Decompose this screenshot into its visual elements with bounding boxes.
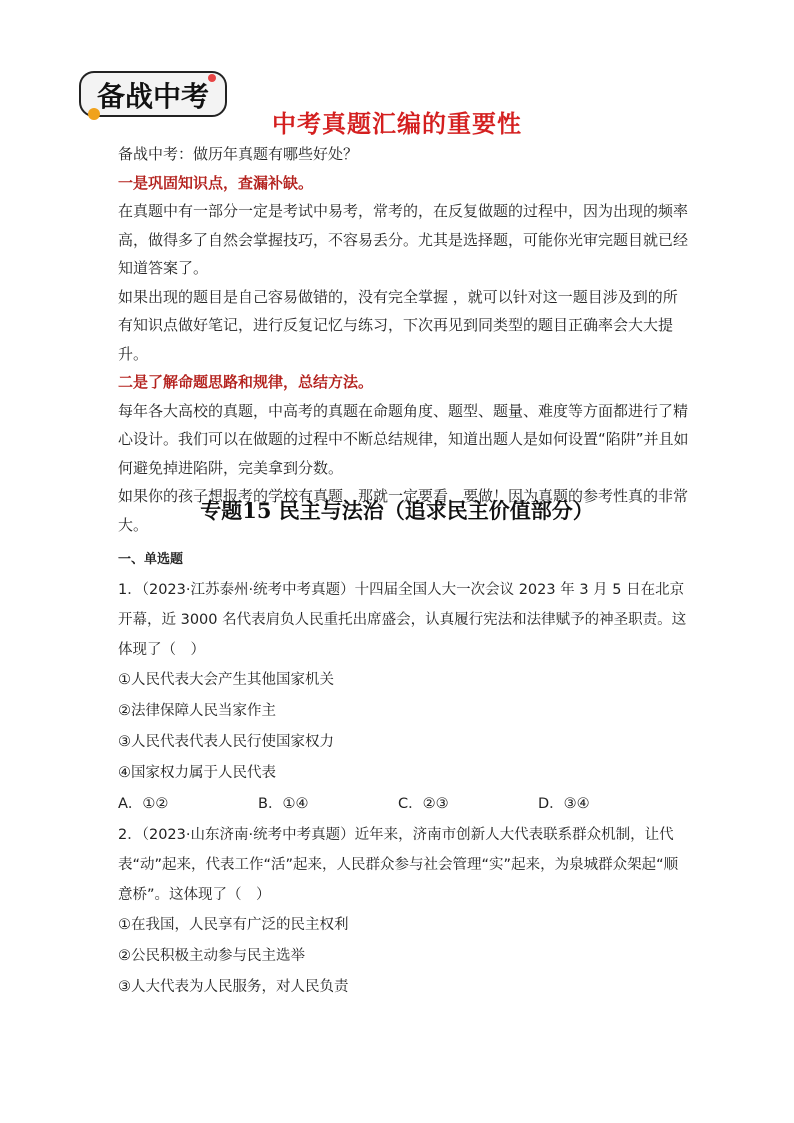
point2-paragraph-1: 每年各大高校的真题，中高考的真题在命题角度、题型、题量、难度等方面都进行了精心设计。我们可以在做题的过程中不断总结规律，知道出题人是如何设置“陷阱”并且如何避免掉进陷阱，完美拿到分数。 — [118, 401, 689, 477]
choice-d: D．③④ — [538, 796, 590, 812]
point1-paragraph-1: 在真题中有一部分一定是考试中易考，常考的，在反复做题的过程中，因为出现的频率高，做得多了自然会掌握技巧，不容易丢分。尤其是选择题，可能你光审完题目就已经知道答案了。 — [118, 202, 689, 277]
question-1 — [118, 575, 690, 820]
question-2 — [118, 820, 690, 1003]
intro-question: 备战中考：做历年真题有哪些好处？ — [118, 145, 359, 163]
question-option: ①人民代表大会产生其他国家机关 — [118, 672, 334, 688]
questions-section — [118, 548, 690, 1003]
topic-title: 专题15 民主与法治（追求民主价值部分） — [200, 498, 594, 523]
intro-section — [118, 140, 690, 539]
question-option: ③人大代表为人民服务，对人民负责 — [118, 979, 349, 995]
question-option: ④国家权力属于人民代表 — [118, 765, 276, 781]
question-option: ②公民积极主动参与民主选举 — [118, 948, 305, 964]
closing-paragraph: 如果你的孩子想报考的学校有真题，那就一定要看，要做！因为真题的参考性真的非常大。 — [118, 487, 689, 534]
section-heading: 一、单选题 — [118, 552, 184, 567]
question-option: ①在我国，人民享有广泛的民主权利 — [118, 917, 349, 933]
question-option: ②法律保障人民当家作主 — [118, 703, 276, 719]
point1-paragraph-2: 如果出现的题目是自己容易做错的，没有完全掌握 ，就可以针对这一题目涉及到的所有知识点做好笔记，进行反复记忆与练习，下次再见到同类型的题目正确率会大大提升。 — [118, 287, 678, 363]
page-title: 中考真题汇编的重要性 — [272, 110, 522, 138]
answer-choices — [118, 789, 690, 820]
choice-c: C．②③ — [398, 796, 449, 812]
question-option: ③人民代表代表人民行使国家权力 — [118, 734, 334, 750]
point2-heading: 二是了解命题思路和规律，总结方法。 — [118, 373, 374, 391]
question-stem: 1．（2023·江苏泰州·统考中考真题）十四届全国人大一次会议 2023 年 3 月 5 日在北京开幕，近 3000 名代表肩负人民重托出席盛会，认真履行宪法和法律赋予的神圣职责。这体现了（ ） — [118, 582, 687, 658]
choice-b: B．①④ — [258, 796, 309, 812]
point1-heading: 一是巩固知识点，查漏补缺。 — [118, 173, 314, 192]
choice-a: A．①② — [118, 796, 169, 812]
question-stem: 2．（2023·山东济南·统考中考真题）近年来，济南市创新人大代表联系群众机制，让代表“动”起来，代表工作“活”起来，人民群众参与社会管理“实”起来，为泉城群众架起“顺意桥”。这体现了（ ） — [118, 827, 679, 903]
logo-text: 备战中考 — [96, 80, 210, 113]
